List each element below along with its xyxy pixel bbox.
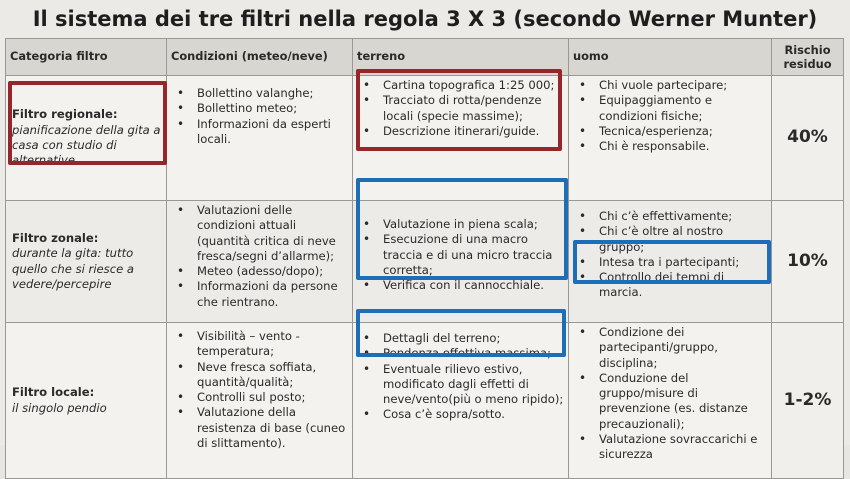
list-item: • Valutazione sovraccarichi e sicurezza [599, 432, 767, 463]
list-item: • Meteo (adesso/dopo); [197, 264, 348, 279]
list-item: • Tracciato di rotta/pendenze locali (specie massime); [383, 93, 564, 124]
list-item: • Neve fresca soffiata, quantità/qualità; [197, 360, 348, 391]
category-cell [6, 76, 167, 201]
header-condizioni: Condizioni (meteo/neve) [167, 39, 353, 76]
list-item: • Informazioni da esperti locali. [197, 117, 348, 148]
category-name: Filtro zonale: [12, 230, 99, 245]
list-item: • Valutazione della resistenza di base (cuneo di slittamento). [197, 405, 348, 451]
list-item: • Controllo dei tempi di marcia. [599, 270, 767, 301]
condizioni-cell [167, 323, 353, 479]
list-item: • Equipaggiamento e condizioni fisiche; [599, 93, 767, 124]
category-name: Filtro regionale: [12, 107, 118, 122]
list-item: • Chi c’è effettivamente; [599, 209, 767, 224]
list-item: • Verifica con il cannocchiale. [383, 278, 564, 293]
category-description: pianificazione della gita a casa con studio di alternative [12, 122, 161, 168]
category-description: il singolo pendio [12, 400, 107, 415]
list-item: • Informazioni da persone che rientrano. [197, 279, 348, 310]
list-item: • Pendenza effettiva massima; [383, 346, 564, 361]
table-row [6, 201, 844, 323]
list-item: • Esecuzione di una macro traccia e di una micro traccia corretta; [383, 232, 564, 278]
list-item: • Tecnica/esperienza; [599, 124, 767, 139]
category-description: durante la gita: tutto quello che si riesce a vedere/percepire [12, 246, 135, 291]
list-item: • Valutazione in piena scala; [383, 217, 564, 232]
table-row [6, 323, 844, 479]
risk-value: 1-2% [772, 323, 844, 479]
category-name: Filtro locale: [12, 385, 95, 400]
list-item: • Dettagli del terreno; [383, 331, 564, 346]
condizioni-cell [167, 201, 353, 323]
category-cell [6, 323, 167, 479]
page-title: Il sistema dei tre filtri nella regola 3 X 3 (secondo Werner Munter) [32, 7, 818, 31]
list-item: • Chi c’è oltre al nostro gruppo; [599, 224, 767, 255]
header-uomo: uomo [569, 39, 772, 76]
category-cell [6, 201, 167, 323]
list-item: • Chi è responsabile. [599, 139, 767, 154]
list-item: • Cosa c’è sopra/sotto. [383, 407, 564, 422]
table-row [6, 76, 844, 201]
header-terreno: terreno [353, 39, 569, 76]
list-item: • Descrizione itinerari/guide. [383, 124, 564, 139]
list-item: • Intesa tra i partecipanti; [599, 255, 767, 270]
uomo-cell [569, 201, 772, 323]
uomo-cell [569, 323, 772, 479]
list-item: • Controlli sul posto; [197, 390, 348, 405]
list-item: • Bollettino meteo; [197, 101, 348, 116]
list-item: • Visibilità – vento - temperatura; [197, 329, 348, 360]
risk-value: 40% [772, 76, 844, 201]
list-item: • Bollettino valanghe; [197, 86, 348, 101]
terreno-cell [353, 323, 569, 479]
list-item: • Condizione dei partecipanti/gruppo, disciplina; [599, 325, 767, 371]
terreno-cell [353, 76, 569, 201]
filters-table [5, 38, 844, 479]
uomo-cell [569, 76, 772, 201]
risk-value: 10% [772, 201, 844, 323]
list-item: • Cartina topografica 1:25 000; [383, 78, 564, 93]
list-item: • Chi vuole partecipare; [599, 78, 767, 93]
list-item: • Eventuale rilievo estivo, modificato dagli effetti di neve/vento(più o meno ripido); [383, 362, 564, 408]
condizioni-cell [167, 76, 353, 201]
header-categoria: Categoria filtro [6, 39, 167, 76]
list-item: • Valutazioni delle condizioni attuali (quantità critica di neve fresca/segni d’allarme); [197, 203, 348, 264]
list-item: • Conduzione del gruppo/misure di prevenzione (es. distanze precauzionali); [599, 371, 767, 432]
table-header-row [6, 39, 844, 76]
terreno-cell [353, 201, 569, 323]
header-rischio: Rischio residuo [772, 39, 844, 76]
